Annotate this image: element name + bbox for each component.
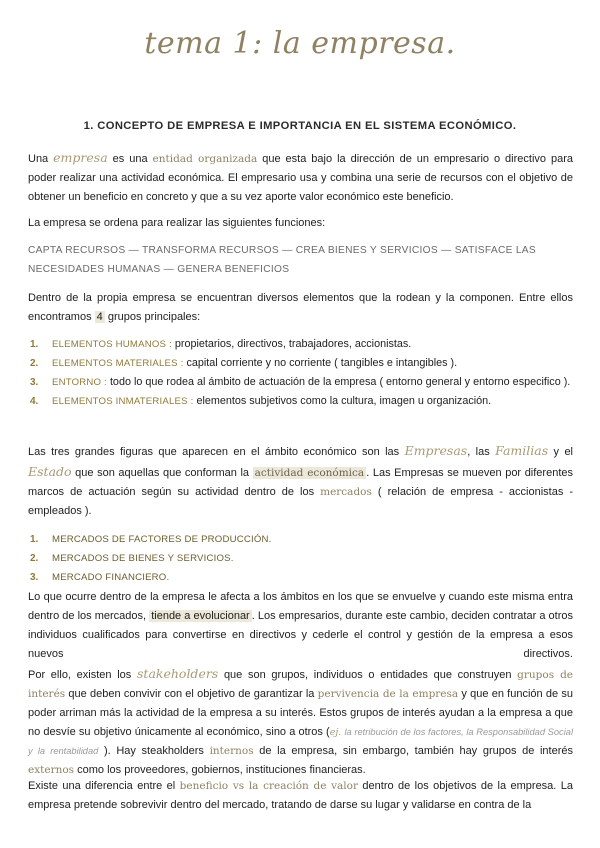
text: que son grupos, individuos o entidades que construyen — [223, 669, 512, 681]
text: Una — [28, 153, 49, 165]
text: y que en función de su poder arriman más la actividad de la empresa a su interés. Estos grupos de interés ayudan a la empresa a que no desvíe su objetivo únicamente al económico, sino a otros ( — [28, 688, 573, 738]
text: Las Empresas se mueven por diferentes marcos de actuación según su actividad dentro de los — [28, 467, 573, 498]
text: Dentro de la propia empresa se encuentran diversos elementos que la rodean y la componen. Entre ellos encontramos — [28, 292, 573, 323]
text: es una — [112, 153, 148, 165]
text: directivos. — [523, 648, 573, 660]
highlighted-term: beneficio vs la creación de valor — [179, 780, 358, 792]
list-label: ELEMENTOS INMATERIALES : — [52, 396, 194, 407]
highlighted-term: tiende a evolucionar — [151, 610, 250, 622]
list-number: 2. — [30, 553, 39, 564]
handwritten-word: stakeholders — [137, 666, 219, 681]
section-heading: 1. CONCEPTO DE EMPRESA E IMPORTANCIA EN EL SISTEMA ECONÓMICO. — [83, 120, 517, 132]
text: Existe una diferencia entre el — [28, 780, 176, 792]
list-label: ELEMENTOS HUMANOS : — [52, 339, 172, 350]
list-number: 1. — [30, 534, 39, 545]
highlighted-term: entidad organizada — [152, 153, 258, 165]
list-item — [30, 530, 575, 549]
list-item — [30, 549, 575, 568]
text: ). Hay steakholders — [103, 745, 204, 757]
list-item — [30, 354, 575, 373]
text: grupos principales: — [107, 311, 201, 323]
list-item — [30, 392, 575, 411]
paragraph-stakeholders — [28, 588, 573, 780]
text: ( relación de empresa - accionistas - empleados ). — [28, 486, 574, 517]
paragraph-elements-intro — [28, 289, 573, 327]
handwritten-word: Empresas — [404, 443, 468, 458]
text: que deben convivir con el objetivo de garantizar la — [68, 688, 315, 700]
paragraph-figures — [28, 441, 573, 521]
text: dentro de los objetivos de la empresa. La empresa pretende sobrevivir dentro del mercado, tratando de darse su lugar y validarse en contra de la — [28, 780, 573, 811]
highlighted-term: externos — [28, 764, 75, 776]
elements-list — [30, 335, 575, 411]
text: y el — [553, 446, 573, 458]
paragraph-functions-intro: La empresa se ordena para realizar las siguientes funciones: — [28, 217, 326, 229]
text: que esta bajo la dirección de un empresario o directivo para poder realizar una actividad económica. El empresario usa y combina una serie de recursos con el objetivo de obtener un beneficio en concreto y que a su vez aporte valor económico este beneficio. — [28, 153, 573, 203]
text: como los proveedores, gobiernos, instituciones financieras. — [77, 764, 366, 776]
list-label: MERCADOS DE FACTORES DE PRODUCCIÓN. — [52, 534, 272, 545]
markets-list — [30, 530, 575, 587]
handwritten-word: ej. — [329, 727, 342, 738]
list-number: 2. — [30, 358, 39, 369]
highlighted-term: mercados — [320, 486, 372, 498]
list-item — [30, 373, 575, 392]
list-number: 4. — [30, 396, 39, 407]
text: Lo que ocurre dentro de la empresa le afecta a los ámbitos en los que se envuelve y cuando este misma entra dentro de los mercados, — [28, 591, 573, 622]
handwritten-word: empresa — [53, 150, 108, 165]
highlighted-term: pervivencia de la empresa — [317, 688, 459, 700]
list-number: 3. — [30, 377, 39, 388]
highlighted-term: actividad económica — [254, 467, 365, 479]
list-text: capital corriente y no corriente ( tangibles e intangibles ). — [186, 357, 458, 369]
text: Por ello, existen los — [28, 669, 132, 681]
list-item — [30, 568, 575, 587]
text: que son aquellas que conforman la — [75, 467, 250, 479]
paragraph-concept — [28, 148, 573, 207]
text: , las — [467, 446, 490, 458]
list-label: ELEMENTOS MATERIALES : — [52, 358, 184, 369]
text: . Los empresarios, durante este cambio, deciden contratar a otros individuos cualificados para convertirse en directivos y cederle el control y gestión de la empresa a esos nuevos — [28, 610, 574, 660]
list-number: 1. — [30, 339, 39, 350]
list-text: elementos subjetivos como la cultura, imagen u organización. — [196, 395, 492, 407]
handwritten-word: Familias — [495, 443, 549, 458]
highlighted-number: 4 — [96, 311, 103, 323]
list-label: MERCADO FINANCIERO. — [52, 572, 170, 583]
list-text: propietarios, directivos, trabajadores, accionistas. — [174, 338, 412, 350]
highlighted-term: internos — [209, 745, 254, 757]
highlighted-term: grupos de interés — [28, 669, 574, 700]
paragraph-value — [28, 777, 573, 815]
functions-line: CAPTA RECURSOS — TRANSFORMA RECURSOS — CREA BIENES Y SERVICIOS — SATISFACE LAS NECESIDADES HUMANAS — GENERA BENEFICIOS — [28, 245, 536, 275]
handwritten-word: Estado — [28, 464, 72, 479]
list-text: todo lo que rodea al ámbito de actuación de la empresa ( entorno general y entorno especifico ). — [109, 376, 571, 388]
list-label: ENTORNO : — [52, 377, 107, 388]
list-number: 3. — [30, 572, 39, 583]
list-label: MERCADOS DE BIENES Y SERVICIOS. — [52, 553, 234, 564]
text: . — [366, 467, 370, 479]
note-text: la retribución de los factores, la Responsabilidad Social y la rentabilidad — [28, 727, 574, 756]
text: de la empresa, sin embargo, también hay grupos de interés — [259, 745, 574, 757]
text: Las tres grandes figuras que aparecen en el ámbito económico son las — [28, 446, 400, 458]
page-title: tema 1: la empresa. — [144, 26, 456, 61]
list-item — [30, 335, 575, 354]
